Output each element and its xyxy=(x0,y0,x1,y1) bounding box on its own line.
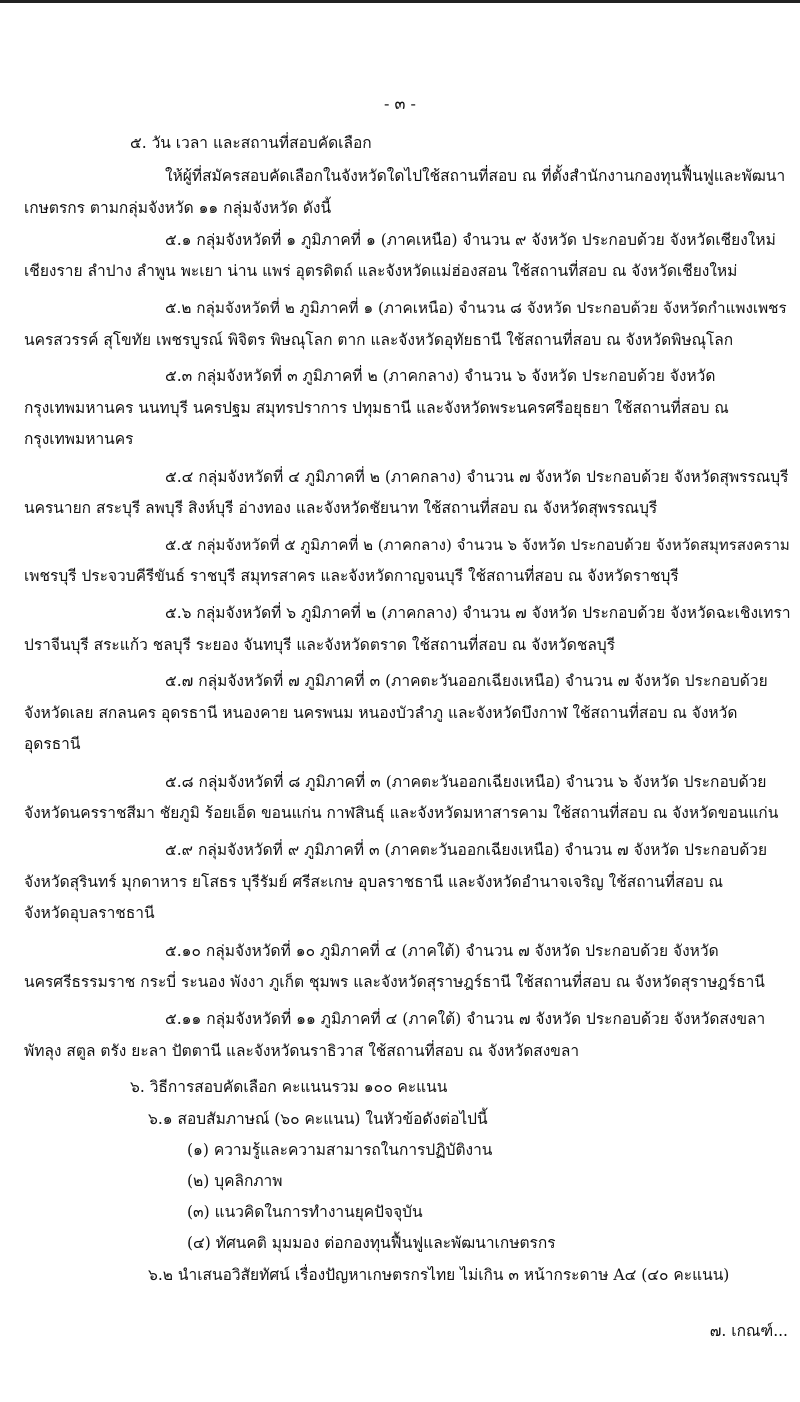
item-5-1-line-2: เชียงราย ลำปาง ลำพูน พะเยา น่าน แพร่ อุตรดิตถ์ และจังหวัดแม่ฮ่องสอน ใช้สถานที่สอบ ณ จังหวัดเชียงใหม่ xyxy=(24,262,738,280)
item-5-7-line-3: อุดรธานี xyxy=(24,735,81,753)
item-5-10-line-2: นครศรีธรรมราช กระบี่ ระนอง พังงา ภูเก็ต ชุมพร และจังหวัดสุราษฎร์ธานี ใช้สถานที่สอบ ณ จังหวัดสุราษฎร์ธานี xyxy=(24,973,765,991)
item-5-9-line-2: จังหวัดสุรินทร์ มุกดาหาร ยโสธร บุรีรัมย์ ศรีสะเกษ อุบลราชธานี และจังหวัดอำนาจเจริญ ใช้สถานที่สอบ ณ xyxy=(24,873,724,891)
item-6-2: ๖.๒ นำเสนอวิสัยทัศน์ เรื่องปัญหาเกษตรกรไทย ไม่เกิน ๓ หน้ากระดาษ A๔ (๔๐ คะแนน) xyxy=(148,1266,730,1284)
page-number: - ๓ - xyxy=(384,94,416,113)
item-5-3-line-2: กรุงเทพมหานคร นนทบุรี นครปฐม สมุทรปราการ ปทุมธานี และจังหวัดพระนครศรีอยุธยา ใช้สถานที่สอบ ณ xyxy=(24,399,729,417)
item-5-5-line-2: เพชรบุรี ประจวบคีรีขันธ์ ราชบุรี สมุทรสาคร และจังหวัดกาญจนบุรี ใช้สถานที่สอบ ณ จังหวัดราชบุรี xyxy=(24,567,679,585)
item-5-8-line-2: จังหวัดนครราชสีมา ชัยภูมิ ร้อยเอ็ด ขอนแก่น กาฬสินธุ์ และจังหวัดมหาสารคาม ใช้สถานที่สอบ ณ จังหวัดขอนแก่น xyxy=(24,804,779,822)
item-6-1-sub-1: (๑) ความรู้และความสามารถในการปฏิบัติงาน xyxy=(187,1141,493,1159)
section-5-heading: ๕. วัน เวลา และสถานที่สอบคัดเลือก xyxy=(130,134,372,152)
item-6-1-sub-3: (๓) แนวคิดในการทำงานยุคปัจจุบัน xyxy=(187,1203,423,1221)
item-5-9-line-3: จังหวัดอุบลราชธานี xyxy=(24,904,155,922)
section-5-intro-line-2: เกษตรกร ตามกลุ่มจังหวัด ๑๑ กลุ่มจังหวัด ดังนี้ xyxy=(24,199,332,217)
next-page-continuation: ๗. เกณฑ์... xyxy=(709,1322,788,1340)
item-5-9-line-1: ๕.๙ กลุ่มจังหวัดที่ ๙ ภูมิภาคที่ ๓ (ภาคตะวันออกเฉียงเหนือ) จำนวน ๗ จังหวัด ประกอบด้วย xyxy=(165,841,768,859)
item-5-3-line-1: ๕.๓ กลุ่มจังหวัดที่ ๓ ภูมิภาคที่ ๒ (ภาคกลาง) จำนวน ๖ จังหวัด ประกอบด้วย จังหวัด xyxy=(165,367,716,385)
item-6-1-sub-2: (๒) บุคลิกภาพ xyxy=(187,1172,283,1190)
item-6-1: ๖.๑ สอบสัมภาษณ์ (๖๐ คะแนน) ในหัวข้อดังต่อไปนี้ xyxy=(148,1110,488,1128)
item-5-3-line-3: กรุงเทพมหานคร xyxy=(24,430,134,448)
item-5-1-line-1: ๕.๑ กลุ่มจังหวัดที่ ๑ ภูมิภาคที่ ๑ (ภาคเหนือ) จำนวน ๙ จังหวัด ประกอบด้วย จังหวัดเชียงใหม่ xyxy=(165,231,776,249)
section-5-intro-line-1: ให้ผู้ที่สมัครสอบคัดเลือกในจังหวัดใดไปใช้สถานที่สอบ ณ ที่ตั้งสำนักงานกองทุนฟื้นฟูและพัฒนา xyxy=(165,167,786,185)
item-5-4-line-2: นครนายก สระบุรี ลพบุรี สิงห์บุรี อ่างทอง และจังหวัดชัยนาท ใช้สถานที่สอบ ณ จังหวัดสุพรรณบุรี xyxy=(24,499,658,517)
item-5-2-line-1: ๕.๒ กลุ่มจังหวัดที่ ๒ ภูมิภาคที่ ๑ (ภาคเหนือ) จำนวน ๘ จังหวัด ประกอบด้วย จังหวัดกำแพงเพชร xyxy=(165,299,787,317)
item-6-1-sub-4: (๔) ทัศนคติ มุมมอง ต่อกองทุนฟื้นฟูและพัฒนาเกษตรกร xyxy=(187,1234,556,1252)
item-5-2-line-2: นครสวรรค์ สุโขทัย เพชรบูรณ์ พิจิตร พิษณุโลก ตาก และจังหวัดอุทัยธานี ใช้สถานที่สอบ ณ จังหวัดพิษณุโลก xyxy=(24,331,734,349)
item-5-11-line-2: พัทลุง สตูล ตรัง ยะลา ปัตตานี และจังหวัดนราธิวาส ใช้สถานที่สอบ ณ จังหวัดสงขลา xyxy=(24,1042,580,1060)
item-5-7-line-2: จังหวัดเลย สกลนคร อุดรธานี หนองคาย นครพนม หนองบัวลำภู และจังหวัดบึงกาฬ ใช้สถานที่สอบ ณ จังหวัด xyxy=(24,704,738,722)
item-5-11-line-1: ๕.๑๑ กลุ่มจังหวัดที่ ๑๑ ภูมิภาคที่ ๔ (ภาคใต้) จำนวน ๗ จังหวัด ประกอบด้วย จังหวัดสงขลา xyxy=(165,1010,766,1028)
item-5-8-line-1: ๕.๘ กลุ่มจังหวัดที่ ๘ ภูมิภาคที่ ๓ (ภาคตะวันออกเฉียงเหนือ) จำนวน ๖ จังหวัด ประกอบด้วย xyxy=(165,773,767,791)
item-5-7-line-1: ๕.๗ กลุ่มจังหวัดที่ ๗ ภูมิภาคที่ ๓ (ภาคตะวันออกเฉียงเหนือ) จำนวน ๗ จังหวัด ประกอบด้วย xyxy=(165,672,768,690)
item-5-6-line-2: ปราจีนบุรี สระแก้ว ชลบุรี ระยอง จันทบุรี และจังหวัดตราด ใช้สถานที่สอบ ณ จังหวัดชลบุรี xyxy=(24,636,616,654)
section-6-heading: ๖. วิธีการสอบคัดเลือก คะแนนรวม ๑๐๐ คะแนน xyxy=(130,1078,448,1096)
item-5-10-line-1: ๕.๑๐ กลุ่มจังหวัดที่ ๑๐ ภูมิภาคที่ ๔ (ภาคใต้) จำนวน ๗ จังหวัด ประกอบด้วย จังหวัด xyxy=(165,942,719,960)
item-5-5-line-1: ๕.๕ กลุ่มจังหวัดที่ ๕ ภูมิภาคที่ ๒ (ภาคกลาง) จำนวน ๖ จังหวัด ประกอบด้วย จังหวัดสมุทรสงคราม xyxy=(165,536,790,554)
item-5-4-line-1: ๕.๔ กลุ่มจังหวัดที่ ๔ ภูมิภาคที่ ๒ (ภาคกลาง) จำนวน ๗ จังหวัด ประกอบด้วย จังหวัดสุพรรณบุรี xyxy=(165,468,789,486)
item-5-6-line-1: ๕.๖ กลุ่มจังหวัดที่ ๖ ภูมิภาคที่ ๒ (ภาคกลาง) จำนวน ๗ จังหวัด ประกอบด้วย จังหวัดฉะเชิงเทรา xyxy=(165,604,791,622)
